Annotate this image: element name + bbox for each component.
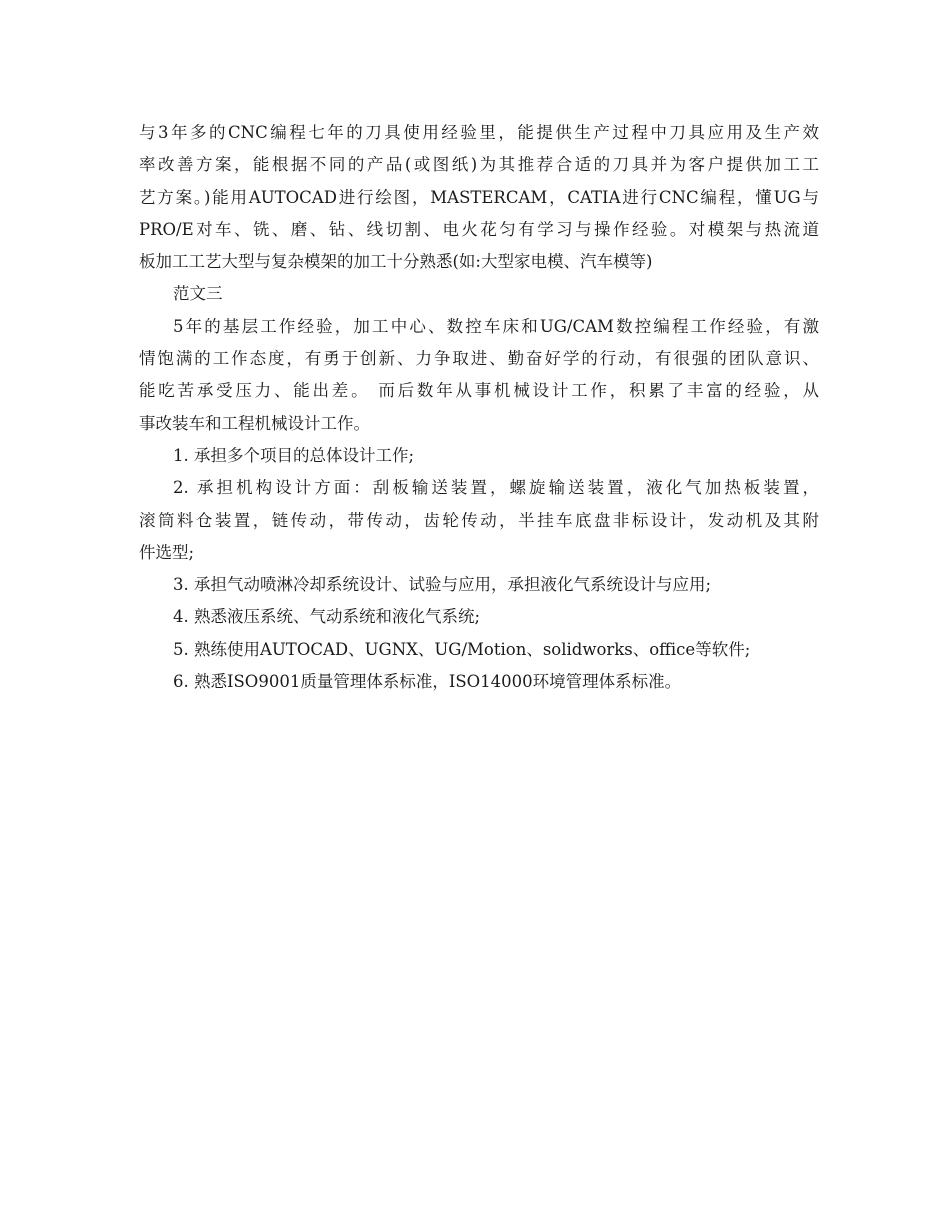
text-line: 能吃苦承受压力、能出差。 而后数年从事机械设计工作，积累了丰富的经验，从 bbox=[139, 381, 819, 401]
list-item bbox=[139, 569, 819, 601]
paragraph-summary bbox=[139, 311, 819, 440]
list-item bbox=[139, 634, 819, 666]
list-item-line: 1. 承担多个项目的总体设计工作; bbox=[173, 445, 415, 465]
text-line: 率改善方案，能根据不同的产品(或图纸)为其推荐合适的刀具并为客户提供加工工 bbox=[139, 155, 819, 175]
text-line: 5年的基层工作经验，加工中心、数控车床和UG/CAM数控编程工作经验，有激 bbox=[173, 316, 819, 336]
list-item bbox=[139, 666, 819, 698]
text-line: 情饱满的工作态度，有勇于创新、力争取进、勤奋好学的行动，有很强的团队意识、 bbox=[139, 349, 819, 369]
text-line: 与3年多的CNC编程七年的刀具使用经验里，能提供生产过程中刀具应用及生产效 bbox=[139, 123, 819, 142]
list-item-line: 5. 熟练使用AUTOCAD、UGNX、UG/Motion、solidworks、office等软件; bbox=[173, 639, 751, 659]
list-item bbox=[139, 601, 819, 633]
numbered-list bbox=[139, 440, 819, 698]
text-line: 板加工工艺大型与复杂模架的加工十分熟悉(如:大型家电模、汽车模等) bbox=[139, 252, 653, 272]
list-item bbox=[139, 440, 819, 472]
list-item-line: 滚筒料仓装置，链传动，带传动，齿轮传动，半挂车底盘非标设计，发动机及其附 bbox=[139, 510, 819, 530]
paragraph-experience bbox=[139, 117, 819, 278]
list-item-line: 6. 熟悉ISO9001质量管理体系标准，ISO14000环境管理体系标准。 bbox=[173, 672, 682, 692]
list-item-line: 4. 熟悉液压系统、气动系统和液化气系统; bbox=[173, 607, 481, 627]
list-item-line: 3. 承担气动喷淋冷却系统设计、试验与应用，承担液化气系统设计与应用; bbox=[173, 575, 712, 595]
section-heading: 范文三 bbox=[173, 284, 223, 304]
text-line: 艺方案。)能用AUTOCAD进行绘图，MASTERCAM，CATIA进行CNC编程，懂UG与 bbox=[139, 187, 819, 207]
list-item-line: 件选型; bbox=[139, 542, 195, 562]
list-item-line: 2. 承担机构设计方面：刮板输送装置，螺旋输送装置，液化气加热板装置， bbox=[173, 478, 819, 498]
text-line: PRO/E对车、铣、磨、钻、线切割、电火花匀有学习与操作经验。对模架与热流道 bbox=[139, 219, 819, 239]
document-body bbox=[139, 117, 819, 698]
list-item bbox=[139, 472, 819, 569]
text-line: 事改装车和工程机械设计工作。 bbox=[139, 413, 370, 433]
